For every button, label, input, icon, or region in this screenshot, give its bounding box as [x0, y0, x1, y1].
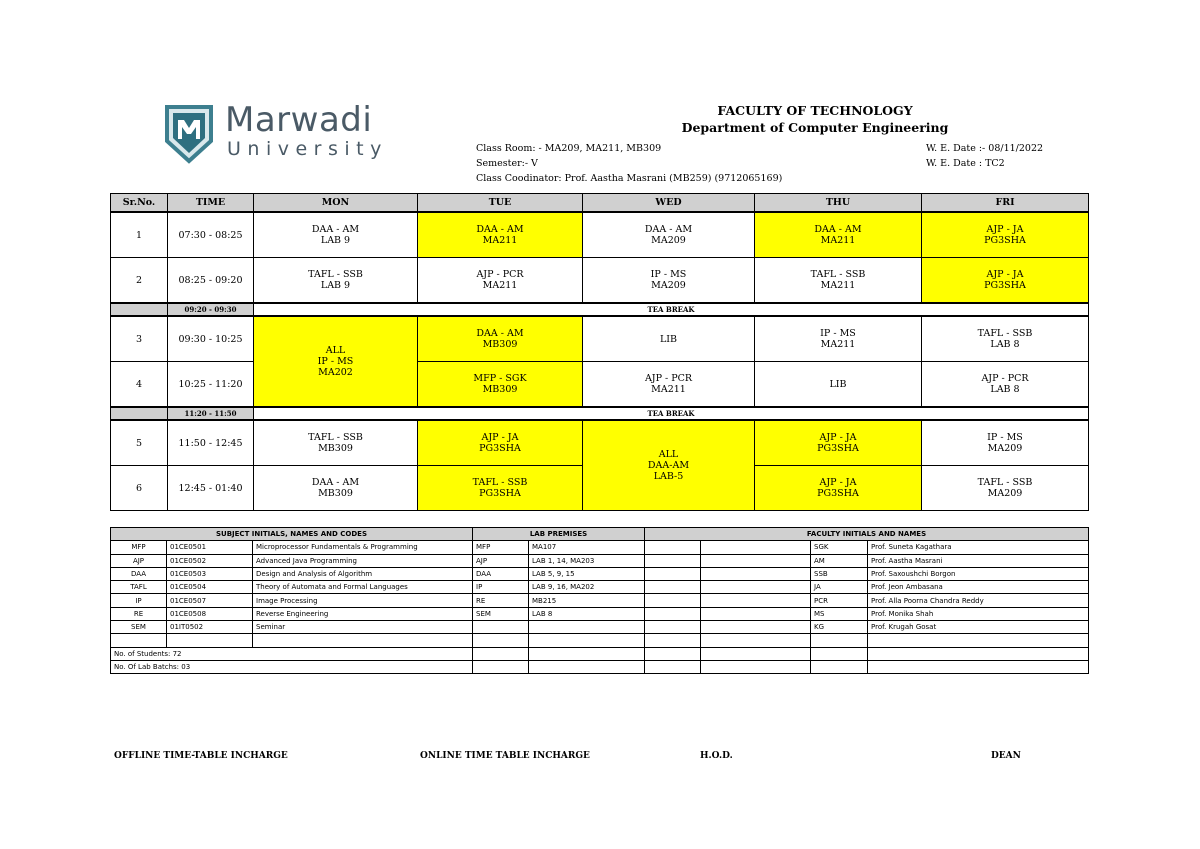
sr-no: 3	[111, 316, 168, 362]
lecture-cell: AJP - JA PG3SHA	[922, 212, 1089, 258]
sr-no: 4	[111, 362, 168, 408]
lecture-cell: DAA - AM MA211	[755, 212, 922, 258]
break-row	[111, 407, 1089, 420]
timetable-row	[111, 420, 1089, 466]
info-row	[111, 660, 1089, 673]
lecture-cell: TAFL - SSB MA211	[755, 258, 922, 304]
batch-count: No. Of Lab Batchs: 03	[111, 660, 473, 673]
info-row	[111, 647, 1089, 660]
effective-date: W. E. Date :- 08/11/2022	[926, 143, 1044, 154]
time-slot: 08:25 - 09:20	[168, 258, 254, 304]
time-slot: 07:30 - 08:25	[168, 212, 254, 258]
online-incharge-signature: ONLINE TIME TABLE INCHARGE	[420, 751, 590, 761]
lab-title: LAB PREMISES	[473, 528, 645, 541]
lecture-cell: TAFL - SSB LAB 9	[254, 258, 418, 304]
lecture-cell: DAA - AM MA211	[418, 212, 583, 258]
logo-wordmark: Marwadi	[225, 100, 373, 140]
faculty-title-header: FACULTY INITIALS AND NAMES	[645, 528, 1089, 541]
sr-no: 5	[111, 420, 168, 466]
lecture-cell: LIB	[583, 316, 755, 362]
lecture-cell: LIB	[755, 362, 922, 408]
lecture-cell: AJP - JA PG3SHA	[755, 466, 922, 511]
col-header: THU	[755, 194, 922, 213]
classroom-info: Class Room: - MA209, MA211, MB309	[476, 143, 662, 154]
break-time: 09:20 - 09:30	[168, 303, 254, 316]
lecture-cell: IP - MS MA209	[922, 420, 1089, 466]
dean-signature: DEAN	[991, 751, 1021, 761]
info-row	[111, 634, 1089, 647]
timetable-row	[111, 316, 1089, 362]
subjects-title: SUBJECT INITIALS, NAMES AND CODES	[111, 528, 473, 541]
lecture-cell: MFP - SGK MB309	[418, 362, 583, 408]
hod-signature: H.O.D.	[700, 751, 733, 761]
lecture-cell: ALL IP - MS MA202	[254, 316, 418, 407]
lecture-cell: DAA - AM LAB 9	[254, 212, 418, 258]
sr-no: 2	[111, 258, 168, 304]
info-row: RE 01CE0508 Reverse Engineering SEM LAB 8 MS Prof. Monika Shah	[111, 607, 1089, 620]
lecture-cell: TAFL - SSB LAB 8	[922, 316, 1089, 362]
col-header: FRI	[922, 194, 1089, 213]
time-slot: 11:50 - 12:45	[168, 420, 254, 466]
department-title: Department of Computer Engineering	[681, 120, 949, 135]
col-header: TIME	[168, 194, 254, 213]
timetable-header	[111, 194, 1089, 213]
col-header: WED	[583, 194, 755, 213]
lecture-cell: AJP - JA PG3SHA	[418, 420, 583, 466]
time-slot: 12:45 - 01:40	[168, 466, 254, 511]
lecture-cell: DAA - AM MB309	[418, 316, 583, 362]
offline-incharge-signature: OFFLINE TIME-TABLE INCHARGE	[114, 751, 288, 761]
break-time: 11:20 - 11:50	[168, 407, 254, 420]
lecture-cell: AJP - PCR MA211	[583, 362, 755, 408]
timetable-row	[111, 258, 1089, 304]
info-row: MFP 01CE0501 Microprocessor Fundamentals & Programming MFP MA107 SGK Prof. Suneta Kagathara	[111, 541, 1089, 554]
info-row: DAA 01CE0503 Design and Analysis of Algorithm DAA LAB 5, 9, 15 SSB Prof. Saxoushchi Borgon	[111, 567, 1089, 580]
info-row: SEM 01IT0502 Seminar KG Prof. Krugah Gosat	[111, 621, 1089, 634]
lecture-cell: AJP - PCR MA211	[418, 258, 583, 304]
lecture-cell: TAFL - SSB PG3SHA	[418, 466, 583, 511]
sr-no: 1	[111, 212, 168, 258]
info-row: AJP 01CE0502 Advanced Java Programming AJP LAB 1, 14, MA203 AM Prof. Aastha Masrani	[111, 554, 1089, 567]
time-slot: 09:30 - 10:25	[168, 316, 254, 362]
coordinator-info: Class Coodinator: Prof. Aastha Masrani (MB259) (9712065169)	[476, 173, 783, 184]
timetable-row	[111, 212, 1089, 258]
info-table	[110, 527, 1089, 674]
lecture-cell: AJP - JA PG3SHA	[755, 420, 922, 466]
effective-date-2: W. E. Date : TC2	[926, 158, 1005, 169]
break-label: TEA BREAK	[254, 303, 1089, 316]
info-row: TAFL 01CE0504 Theory of Automata and Formal Languages IP LAB 9, 16, MA202 JA Prof. Jeon Ambasana	[111, 581, 1089, 594]
break-label: TEA BREAK	[254, 407, 1089, 420]
lecture-cell: AJP - PCR LAB 8	[922, 362, 1089, 408]
lecture-cell: AJP - JA PG3SHA	[922, 258, 1089, 304]
logo-subtitle: University	[227, 138, 388, 160]
time-slot: 10:25 - 11:20	[168, 362, 254, 408]
lecture-cell: DAA - AM MA209	[583, 212, 755, 258]
lecture-cell: TAFL - SSB MA209	[922, 466, 1089, 511]
student-count: No. of Students: 72	[111, 647, 473, 660]
info-header	[111, 528, 1089, 541]
sr-no: 6	[111, 466, 168, 511]
lecture-cell: DAA - AM MB309	[254, 466, 418, 511]
lecture-cell: IP - MS MA211	[755, 316, 922, 362]
info-row: IP 01CE0507 Image Processing RE MB215 PCR Prof. Alla Poorna Chandra Reddy	[111, 594, 1089, 607]
col-header: MON	[254, 194, 418, 213]
lecture-cell: IP - MS MA209	[583, 258, 755, 304]
col-header: TUE	[418, 194, 583, 213]
lecture-cell: ALL DAA-AM LAB-5	[583, 420, 755, 511]
semester-info: Semester:- V	[476, 158, 538, 169]
break-row	[111, 303, 1089, 316]
lecture-cell: TAFL - SSB MB309	[254, 420, 418, 466]
timetable	[110, 193, 1089, 511]
faculty-title: FACULTY OF TECHNOLOGY	[717, 103, 913, 118]
university-logo	[163, 103, 215, 165]
col-header: Sr.No.	[111, 194, 168, 213]
